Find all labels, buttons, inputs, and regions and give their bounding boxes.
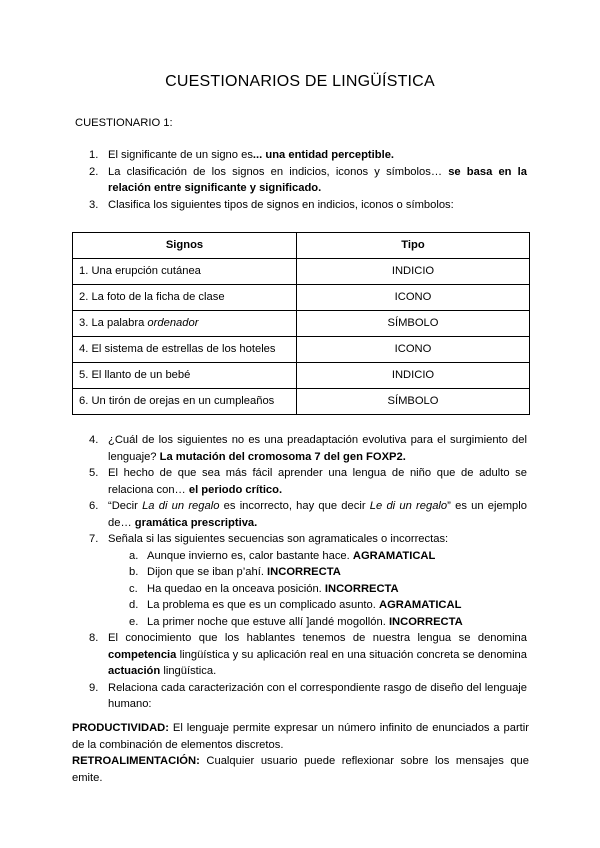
question-9	[75, 680, 527, 713]
question-1	[75, 147, 527, 164]
cell-tipo: SÍMBOLO	[297, 311, 530, 337]
question-7	[75, 531, 527, 548]
question-answer: La mutación del cromosoma 7 del gen FOXP2.	[159, 450, 406, 463]
question-number: 8.	[89, 632, 99, 644]
question-answer: se basa en la relación entre significante y significado.	[108, 165, 528, 194]
question-list-bottom	[75, 432, 527, 713]
table-row	[73, 259, 530, 285]
cell-signo: 5. El llanto de un bebé	[73, 363, 297, 389]
item-text: Aunque invierno es, calor bastante hace.	[147, 549, 350, 562]
list-item	[75, 548, 527, 565]
item-answer: INCORRECTA	[324, 582, 399, 595]
definition-text: El lenguaje permite expresar un número infinito de enunciados a partir de la combinación de elementos discretos.	[72, 722, 530, 751]
question-number: 3.	[89, 198, 99, 211]
question-number: 4.	[89, 434, 99, 446]
table-row	[73, 389, 530, 415]
table-row	[73, 311, 530, 337]
definitions	[72, 720, 529, 786]
definition-retroalimentacion	[72, 753, 529, 786]
list-item	[75, 581, 527, 598]
cell-tipo: INDICIO	[297, 259, 530, 285]
item-answer: INCORRECTA	[388, 615, 463, 628]
question-number: 1.	[89, 149, 99, 161]
list-item	[75, 597, 527, 614]
item-letter: e.	[129, 615, 139, 628]
questionnaire-subtitle: CUESTIONARIO 1:	[75, 117, 173, 129]
item-text: Ha quedao en la onceava posición.	[147, 582, 322, 595]
question-answer: ... una entidad perceptible.	[252, 149, 395, 161]
question-5	[75, 465, 527, 498]
item-text: La primer noche que estuve allí ]andé mogollón.	[147, 615, 386, 628]
cell-signo: 1. Una erupción cutánea	[73, 259, 297, 285]
list-item	[75, 564, 527, 581]
item-answer: INCORRECTA	[267, 566, 341, 578]
item-text: Dijon que se iban p’ahí.	[147, 566, 264, 578]
item-text: La problema es que es un complicado asunto.	[147, 599, 376, 611]
definition-term: RETROALIMENTACIÓN:	[72, 755, 200, 767]
question-6	[75, 498, 527, 531]
cell-tipo: SÍMBOLO	[297, 389, 530, 415]
question-2	[75, 164, 527, 197]
cell-signo: 3. La palabra ordenador	[73, 311, 297, 337]
question-text: El conocimiento que los hablantes tenemos de nuestra lengua se denomina competencia lingüística y su aplicación real en una situación concreta se denomina actuación lingüística.	[108, 632, 527, 677]
question-answer: gramática prescriptiva.	[134, 516, 258, 529]
question-text: “Decir La di un regalo es incorrecto, hay que decir Le di un regalo” es un ejemplo de… gramática prescriptiva.	[108, 500, 527, 529]
item-letter: d.	[129, 599, 139, 611]
question-answer: el periodo crítico.	[188, 483, 283, 496]
list-item	[75, 614, 527, 631]
question-text: El hecho de que sea más fácil aprender una lengua de niño que de adulto se relaciona con…	[108, 467, 527, 496]
cell-tipo: INDICIO	[297, 363, 530, 389]
question-4	[75, 432, 527, 465]
question-3	[75, 197, 527, 214]
question-list-top	[75, 147, 527, 213]
question-8	[75, 630, 527, 680]
header-signos: Signos	[73, 233, 297, 259]
question-text: Señala si las siguientes secuencias son agramaticales o incorrectas:	[108, 533, 449, 545]
table-row	[73, 363, 530, 389]
question-number: 7.	[89, 533, 99, 545]
definition-term: PRODUCTIVIDAD:	[72, 722, 169, 734]
question-text: El significante de un signo es	[108, 149, 253, 161]
question-text: La clasificación de los signos en indicios, iconos y símbolos…	[108, 165, 443, 178]
question-text: ¿Cuál de los siguientes no es una preadaptación evolutiva para el surgimiento del lenguaje?	[108, 434, 527, 463]
cell-signo: 6. Un tirón de orejas en un cumpleaños	[73, 389, 297, 415]
table-row	[73, 337, 530, 363]
item-answer: AGRAMATICAL	[352, 549, 436, 562]
question-text: Clasifica los siguientes tipos de signos en indicios, iconos o símbolos:	[108, 198, 454, 211]
table-header-row	[73, 233, 530, 259]
table-row	[73, 285, 530, 311]
question-number: 9.	[89, 681, 99, 694]
question-number: 6.	[89, 500, 99, 512]
item-letter: b.	[129, 566, 139, 578]
page-title: CUESTIONARIOS DE LINGÜÍSTICA	[165, 73, 435, 90]
cell-signo: 4. El sistema de estrellas de los hoteles	[73, 337, 297, 363]
item-letter: c.	[129, 582, 138, 595]
cell-signo: 2. La foto de la ficha de clase	[73, 285, 297, 311]
signs-table	[72, 232, 530, 415]
header-tipo: Tipo	[297, 233, 530, 259]
question-number: 5.	[89, 467, 99, 479]
item-answer: AGRAMATICAL	[378, 599, 462, 611]
cell-tipo: ICONO	[297, 337, 530, 363]
item-letter: a.	[129, 549, 139, 562]
cell-tipo: ICONO	[297, 285, 530, 311]
definition-text: Cualquier usuario puede reflexionar sobre los mensajes que emite.	[72, 755, 530, 784]
question-number: 2.	[89, 165, 99, 178]
question-text: Relaciona cada caracterización con el correspondiente rasgo de diseño del lenguaje humano:	[108, 681, 527, 710]
definition-productividad	[72, 720, 529, 753]
